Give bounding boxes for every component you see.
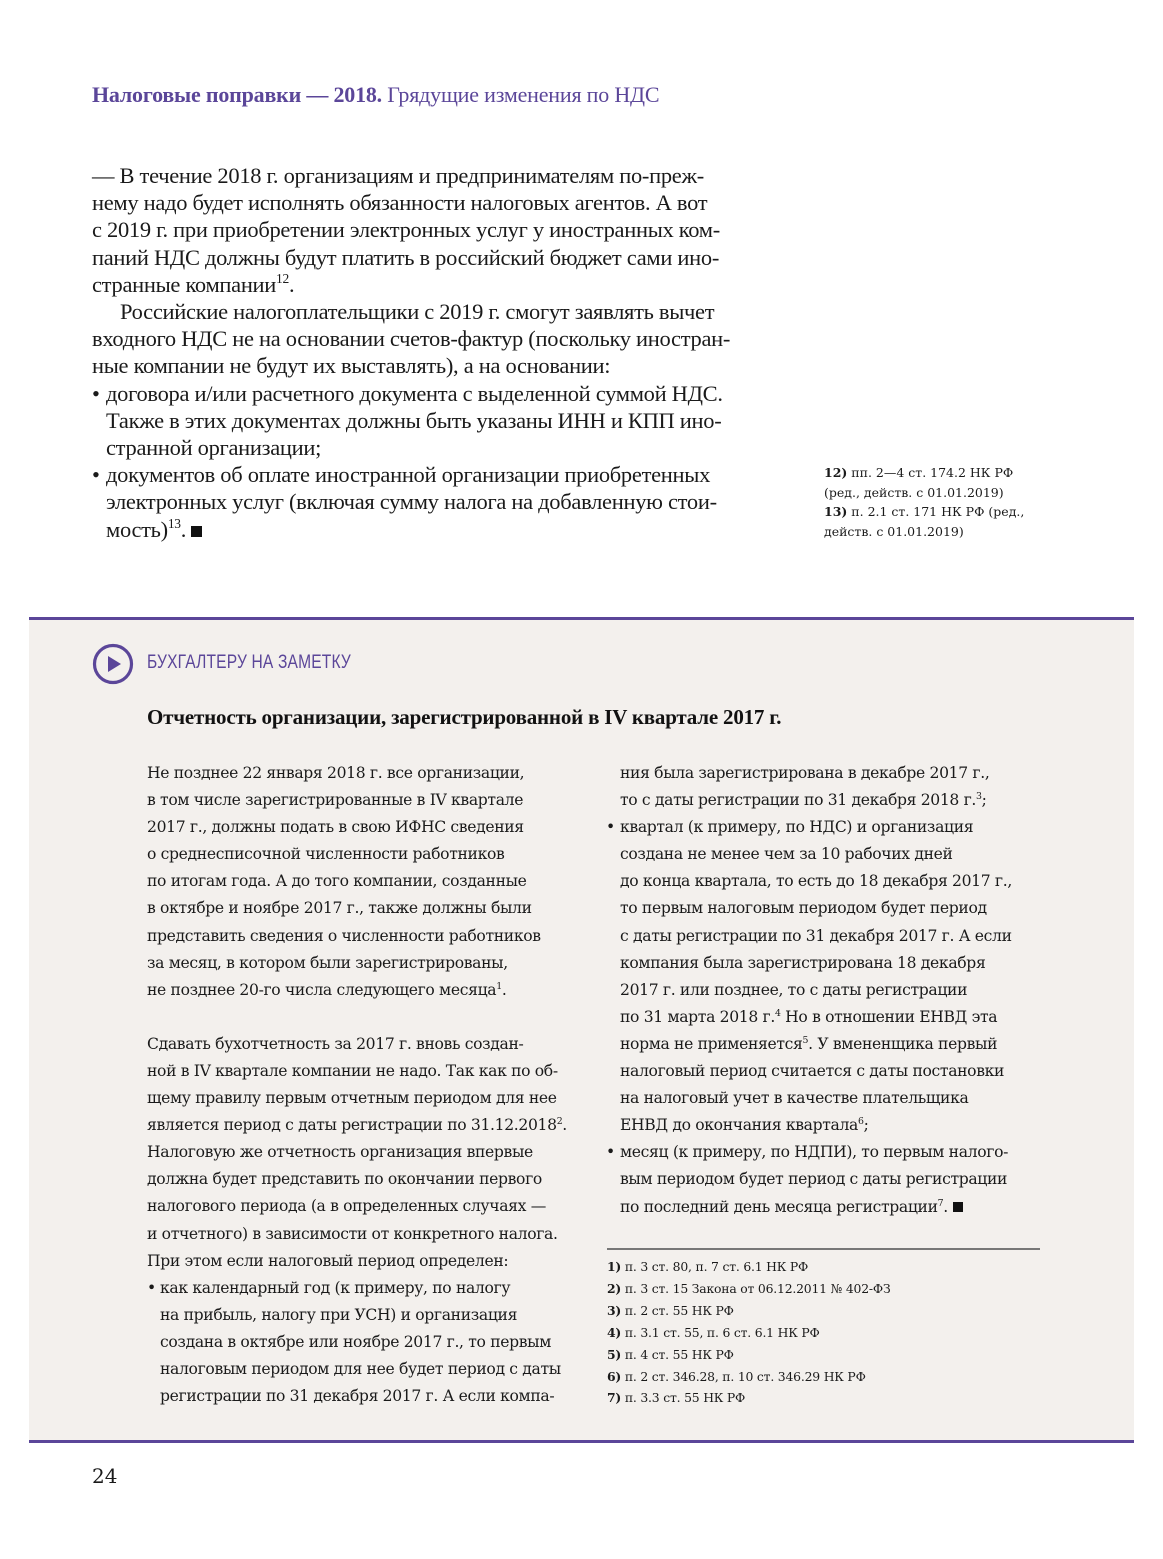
main-article-text: [92, 162, 770, 543]
footnote: 7) п. 3.3 ст. 55 НК РФ: [607, 1390, 746, 1406]
bullet-item: • месяц (к примеру, по НДПИ), то первым налого- вым периодом будет период с даты регистрации по последний день месяца регистрации$^7$.: [620, 1139, 1050, 1220]
note-left-column: Не позднее 22 января 2018 г. все организации, в том числе зарегистрированные в IV квартале 2017 г., должны подать в свою ИФНС сведения о среднесписочной численности работников по итогам года. А до того компании, созданные в октябре и ноябре 2017 г., также должны были представить сведения о численности работников за месяц, в котором были зарегистрированы, не позднее 20-го числа следующего месяца$^1$. Сдавать бухотчетность за 2017 г. вновь создан- ной в IV квартале компании не надо. Так как по об- щему правилу первым отчетным периодом для нее является период с даты регистрации по 31.12.2018$^2$. Налоговую же отчетность организация впервые должна будет представить по окончании первого налогового периода (а в определенных случаях — и отчетного) в зависимости от конкретного налога. При этом если налоговый период определен: • как календарный год (к примеру, по налогу на прибыль, налогу при УСН) и организация создана в октябре или ноябре 2017 г., то первым налоговым периодом для нее будет период с даты регистрации по 31 декабря 2017 г. А если компа-: [147, 760, 567, 1410]
text-line: входного НДС не на основании счетов-фактур (поскольку иностран-: [92, 326, 731, 352]
bullet-icon: •: [92, 380, 100, 406]
bullet-item: • документов об оплате иностранной организации приобретенных электронных услуг (включая сумму налога на добавленную стои- мость)$^{13}$.: [92, 462, 717, 542]
margin-footnote: 13) п. 2.1 ст. 171 НК РФ (ред., действ. с 01.01.2019): [824, 504, 1025, 539]
footnote-divider: [607, 1248, 1040, 1250]
footnote-ref[interactable]: 4: [774, 1007, 781, 1019]
page-number: 24: [92, 1464, 118, 1488]
footnote-ref[interactable]: 7: [937, 1197, 944, 1209]
text-line: ные компании не будут их выставлять), а на основании:: [92, 353, 611, 379]
text-line: нему надо будет исполнять обязанности налоговых агентов. А вот: [92, 190, 708, 216]
footnote: 4) п. 3.1 ст. 55, п. 6 ст. 6.1 НК РФ: [607, 1324, 820, 1340]
text-line: — В течение 2018 г. организациям и предпринимателям по-преж-: [92, 163, 704, 188]
footnote: 2) п. 3 ст. 15 Закона от 06.12.2011 № 402-ФЗ: [607, 1280, 891, 1296]
note-box-label: БУХГАЛТЕРУ НА ЗАМЕТКУ: [147, 652, 351, 673]
footnote-ref[interactable]: 12: [276, 271, 289, 287]
footnote-ref[interactable]: 3: [976, 791, 982, 803]
note-box-title: Отчетность организации, зарегистрированной в IV квартале 2017 г.: [147, 705, 782, 729]
end-of-article-icon: [953, 1202, 963, 1212]
bullet-item: • квартал (к примеру, по НДС) и организация создана не менее чем за 10 рабочих дней до конца квартала, то есть до 18 декабря 2017 г., то первым налоговым периодом будет период с даты регистрации по 31 декабря 2017 г. А если компания была зарегистрирована 18 декабря 2017 г. или позднее, то с даты регистрации по 31 марта 2018 г.$^4$ Но в отношении ЕНВД эта норма не применяется$^5$. У вмененщика первый налоговый период считается с даты постановки на налоговый учет в качестве плательщика ЕНВД до окончания квартала$^6$;: [620, 814, 1050, 1139]
bullet-item: • как календарный год (к примеру, по налогу на прибыль, налогу при УСН) и организация создана в октябре или ноябре 2017 г., то первым налоговым периодом для нее будет период с даты регистрации по 31 декабря 2017 г. А если компа-: [147, 1275, 567, 1410]
footnote-ref[interactable]: 2: [556, 1116, 563, 1128]
bullet-icon: •: [606, 1143, 615, 1162]
note-right-column: ния была зарегистрирована в декабре 2017 г., то с даты регистрации по 31 декабря 2018 г.$^3$; • квартал (к примеру, по НДС) и организация создана не менее чем за 10 рабочих дней до конца квартала, то есть до 18 декабря 2017 г., то первым налоговым периодом будет период с даты регистрации по 31 декабря 2017 г. А если компания была зарегистрирована 18 декабря 2017 г. или позднее, то с даты регистрации по 31 марта 2018 г.$^4$ Но в отношении ЕНВД эта норма не применяется$^5$. У вмененщика первый налоговый период считается с даты постановки на налоговый учет в качестве плательщика ЕНВД до окончания квартала$^6$; • месяц (к примеру, по НДПИ), то первым налого- вым периодом будет период с даты регистрации по последний день месяца регистрации$^7$.: [620, 760, 1050, 1221]
footnote: 3) п. 2 ст. 55 НК РФ: [607, 1302, 734, 1318]
end-of-article-icon: [191, 526, 202, 537]
bullet-item: • договора и/или расчетного документа с выделенной суммой НДС. Также в этих документах должны быть указаны ИНН и КПП ино- странной организации;: [92, 380, 723, 461]
running-head-section: Налоговые поправки — 2018.: [92, 82, 382, 107]
footnote: 6) п. 2 ст. 346.28, п. 10 ст. 346.29 НК РФ: [607, 1368, 866, 1384]
footnote-ref[interactable]: 6: [857, 1116, 864, 1128]
bullet-icon: •: [147, 1278, 156, 1297]
footnote-ref[interactable]: 1: [496, 980, 502, 992]
text-line: с 2019 г. при приобретении электронных услуг у иностранных ком-: [92, 217, 720, 243]
bullet-icon: •: [606, 818, 615, 837]
box-footnotes: [607, 1256, 1047, 1409]
footnote: 1) п. 3 ст. 80, п. 7 ст. 6.1 НК РФ: [607, 1259, 809, 1274]
play-circle-icon: [92, 643, 134, 685]
text-line: паний НДС должны будут платить в российский бюджет сами ино-: [92, 244, 720, 270]
footnote-ref[interactable]: 5: [802, 1034, 809, 1046]
text-line: странные компании$^{12}$.: [92, 271, 295, 297]
footnote-ref[interactable]: 13: [167, 515, 181, 531]
margin-footnote: 12) пп. 2—4 ст. 174.2 НК РФ (ред., действ. с 01.01.2019): [824, 465, 1014, 500]
running-head: [92, 82, 659, 108]
text-line: Российские налогоплательщики с 2019 г. смогут заявлять вычет: [120, 299, 715, 325]
bullet-icon: •: [92, 462, 100, 488]
footnote: 5) п. 4 ст. 55 НК РФ: [607, 1346, 734, 1362]
running-head-subtitle: Грядущие изменения по НДС: [382, 82, 660, 107]
margin-footnotes: [824, 463, 1054, 541]
